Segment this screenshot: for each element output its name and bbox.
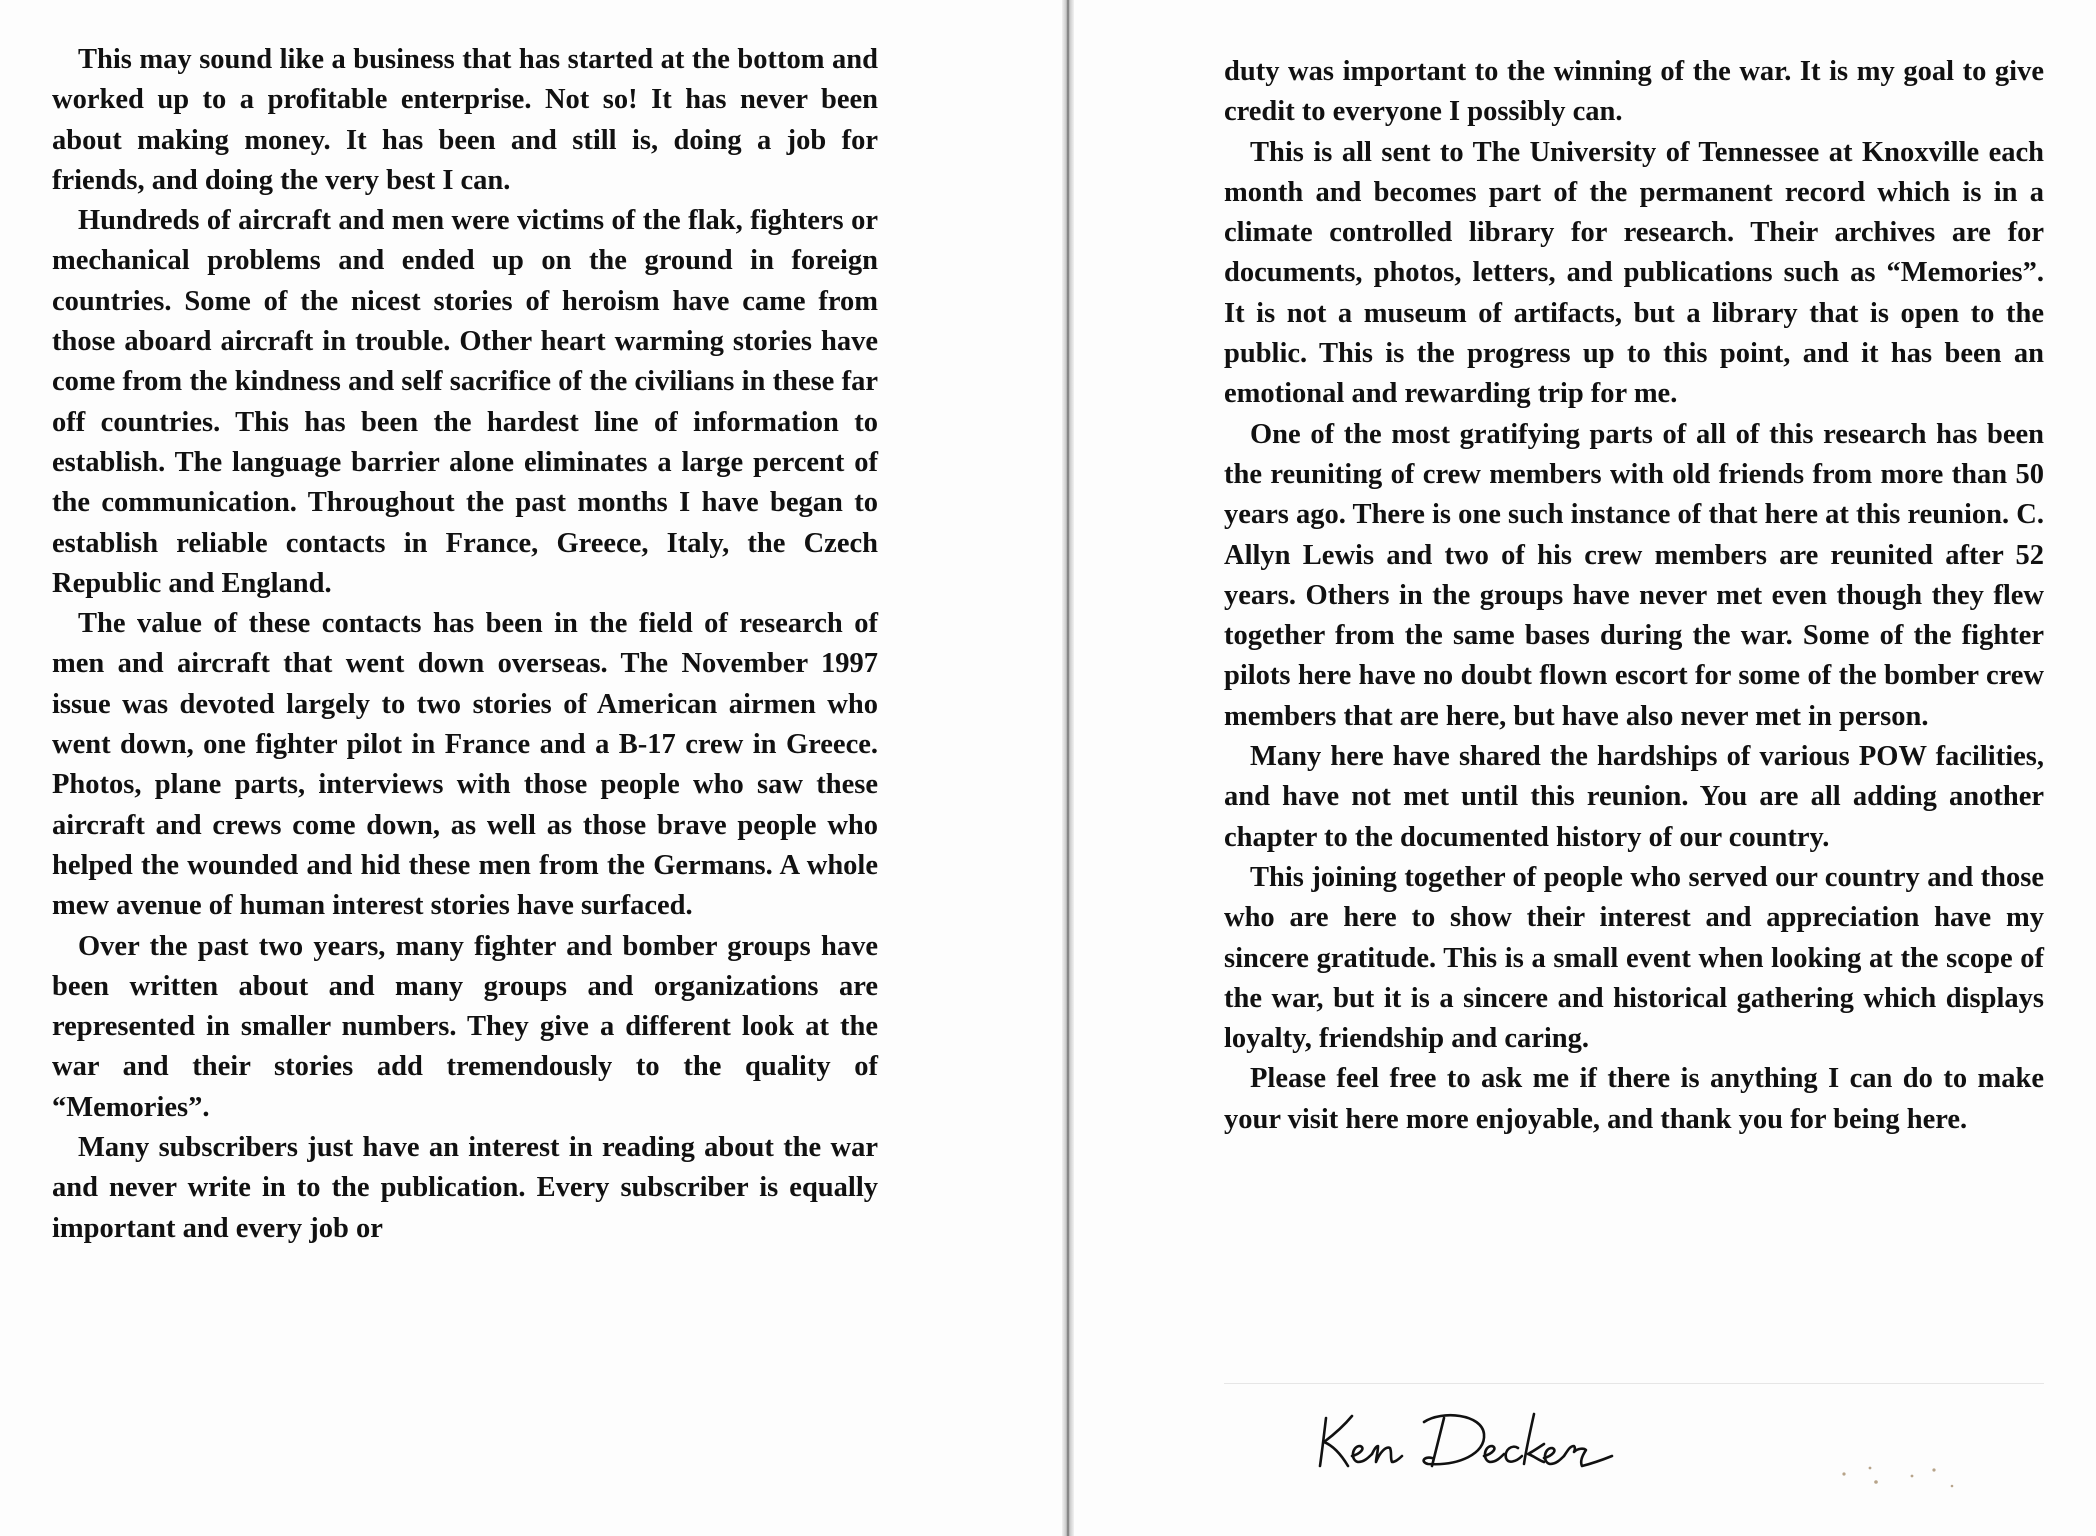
right-page (1074, 0, 2096, 1536)
left-paragraph-4: Over the past two years, many fighter and bomber groups have been written about and many groups and organizations are represented in smaller numbers. They give a different look at the war and their stories add tremendously to the quality of “Memories”. (52, 930, 878, 1123)
right-page-text-column (1224, 52, 2044, 1140)
right-paragraph-4: Many here have shared the hardships of various POW facilities, and have not met until this reunion. You are all adding another chapter to the documented history of our country. (1224, 741, 2044, 853)
book-gutter (1062, 0, 1074, 1536)
left-paragraph-5: Many subscribers just have an interest in reading about the war and never write in to the publication. Every subscriber is equally important and every job or (52, 1132, 878, 1244)
page-bottom-line (1224, 1383, 2044, 1384)
left-page-text-column (52, 40, 878, 1249)
right-paragraph-5: This joining together of people who served our country and those who are here to show their interest and appreciation have my sincere gratitude. This is a small event when looking at the scope of the war, but it is a sincere and historical gathering which displays loyalty, friendship and caring. (1224, 861, 2044, 1055)
handwritten-signature (1312, 1400, 1652, 1480)
right-paragraph-3: One of the most gratifying parts of all of this research has been the reuniting of crew members with old friends from more than 50 years ago. There is one such instance of that here at this reunion. C. Allyn Lewis and two of his crew members are reunited after 52 years. Others in the groups have never met even though they flew together from the same bases during the war. Some of the fighter pilots here have no doubt flown escort for some of the bomber crew members that are here, but have also never met in person. (1224, 418, 2044, 732)
left-paragraph-3: The value of these contacts has been in the field of research of men and aircraft that went down overseas. The November 1997 issue was devoted largely to two stories of American airmen who went down, one fighter pilot in France and a B-17 crew in Greece. Photos, plane parts, interviews with those people who saw these aircraft and crews come down, as well as those brave people who helped the wounded and hid these men from the Germans. A whole mew avenue of human interest stories have surfaced. (52, 608, 878, 922)
left-paragraph-2: Hundreds of aircraft and men were victims of the flak, fighters or mechanical problems and ended up on the ground in foreign countries. Some of the nicest stories of heroism have came from those aboard aircraft in trouble. Other heart warming stories have come from the kindness and self sacrifice of the civilians in these far off countries. This has been the hardest line of information to establish. The language barrier alone eliminates a large percent of the communication. Throughout the past months I have began to establish reliable contacts in France, Greece, Italy, the Czech Republic and England. (52, 205, 878, 599)
right-paragraph-1: duty was important to the winning of the war. It is my goal to give credit to everyone I possibly can. (1224, 56, 2044, 128)
right-paragraph-6: Please feel free to ask me if there is anything I can do to make your visit here more enjoyable, and thank you for being here. (1224, 1063, 2044, 1135)
right-paragraph-2: This is all sent to The University of Tennessee at Knoxville each month and becomes part of the permanent record which is in a climate controlled library for research. Their archives are for documents, photos, letters, and publications such as “Memories”. It is not a museum of artifacts, but a library that is open to the public. This is the progress up to this point, and it has been an emotional and rewarding trip for me. (1224, 136, 2044, 410)
left-paragraph-1: This may sound like a business that has started at the bottom and worked up to a profitable enterprise. Not so! It has never been about making money. It has been and still is, doing a job for friends, and doing the very best I can. (52, 44, 878, 196)
paper-speck-marks (1834, 1460, 2034, 1500)
